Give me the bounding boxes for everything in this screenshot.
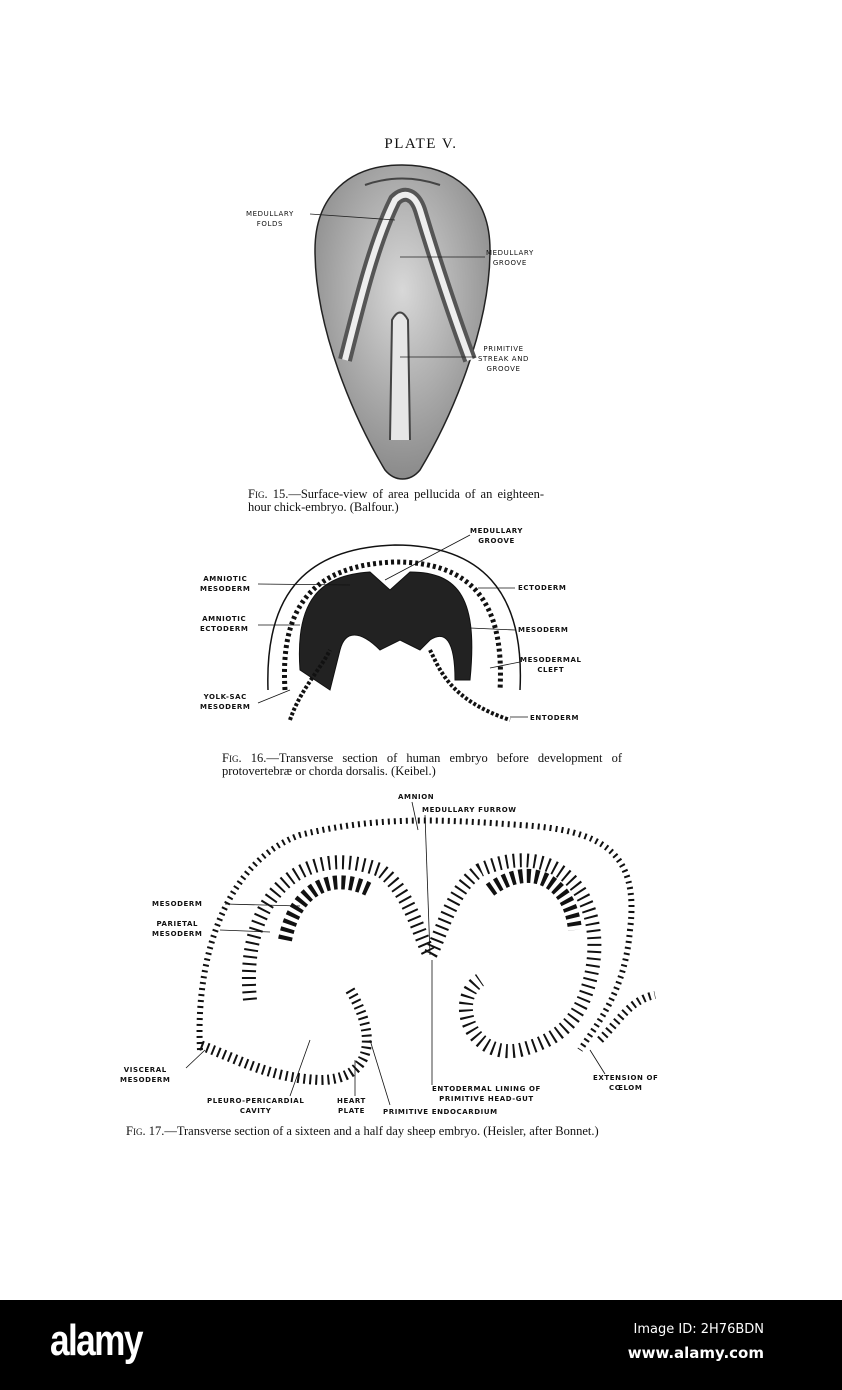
label-amniotic-mesoderm: AMNIOTIC MESODERM: [200, 575, 251, 593]
fig17-drawing: [186, 802, 655, 1105]
label-ectoderm: ECTODERM: [518, 584, 567, 592]
label-primitive-endocardium: PRIMITIVE ENDOCARDIUM: [383, 1108, 498, 1116]
site-url: www.alamy.com: [627, 1344, 764, 1362]
fig17-caption: Fig. 17.—Transverse section of a sixteen and a half day sheep embryo. (Heisler, after Bonnet.): [126, 1124, 599, 1138]
label-extension-of-coelom: EXTENSION OF CŒLOM: [593, 1074, 659, 1092]
label-mesoderm-17: MESODERM: [152, 900, 203, 908]
label-mesoderm-16: MESODERM: [518, 626, 569, 634]
label-medullary-furrow: MEDULLARY FURROW: [422, 806, 517, 814]
fig16-drawing: [258, 535, 528, 720]
fig15-caption: Fig. 15.—Surface-view of area pellucida of an eighteen-hour chick-embryo. (Balfour.): [248, 487, 544, 514]
label-amnion: AMNION: [398, 793, 435, 801]
fig16-caption: Fig. 16.—Transverse section of human embryo before development of protovertebræ or chorda dorsalis. (Keibel.): [222, 751, 622, 778]
fig15-drawing: [310, 165, 490, 479]
label-mesodermal-cleft: MESODERMAL CLEFT: [520, 656, 582, 674]
label-medullary-groove-16: MEDULLARY GROOVE: [470, 527, 524, 545]
image-id: Image ID: 2H76BDN: [633, 1322, 764, 1337]
alamy-logo: alamy: [50, 1316, 142, 1365]
label-amniotic-ectoderm: AMNIOTIC ECTODERM: [200, 615, 249, 633]
plate-title: PLATE V.: [384, 136, 458, 152]
label-visceral-mesoderm: VISCERAL MESODERM: [120, 1066, 171, 1084]
label-heart-plate: HEART PLATE: [337, 1097, 366, 1115]
label-pleuro-pericardial-cavity: PLEURO-PERICARDIAL CAVITY: [207, 1097, 305, 1115]
label-medullary-groove: MEDULLARY GROOVE: [486, 249, 534, 267]
label-entodermal-lining: ENTODERMAL LINING OF PRIMITIVE HEAD-GUT: [432, 1085, 541, 1103]
label-entoderm: ENTODERM: [530, 714, 580, 722]
label-yolk-sac-mesoderm: YOLK-SAC MESODERM: [200, 693, 251, 711]
label-parietal-mesoderm: PARIETAL MESODERM: [152, 920, 203, 938]
label-medullary-folds: MEDULLARY FOLDS: [246, 210, 294, 228]
label-primitive-streak: PRIMITIVE STREAK AND GROOVE: [478, 345, 530, 373]
